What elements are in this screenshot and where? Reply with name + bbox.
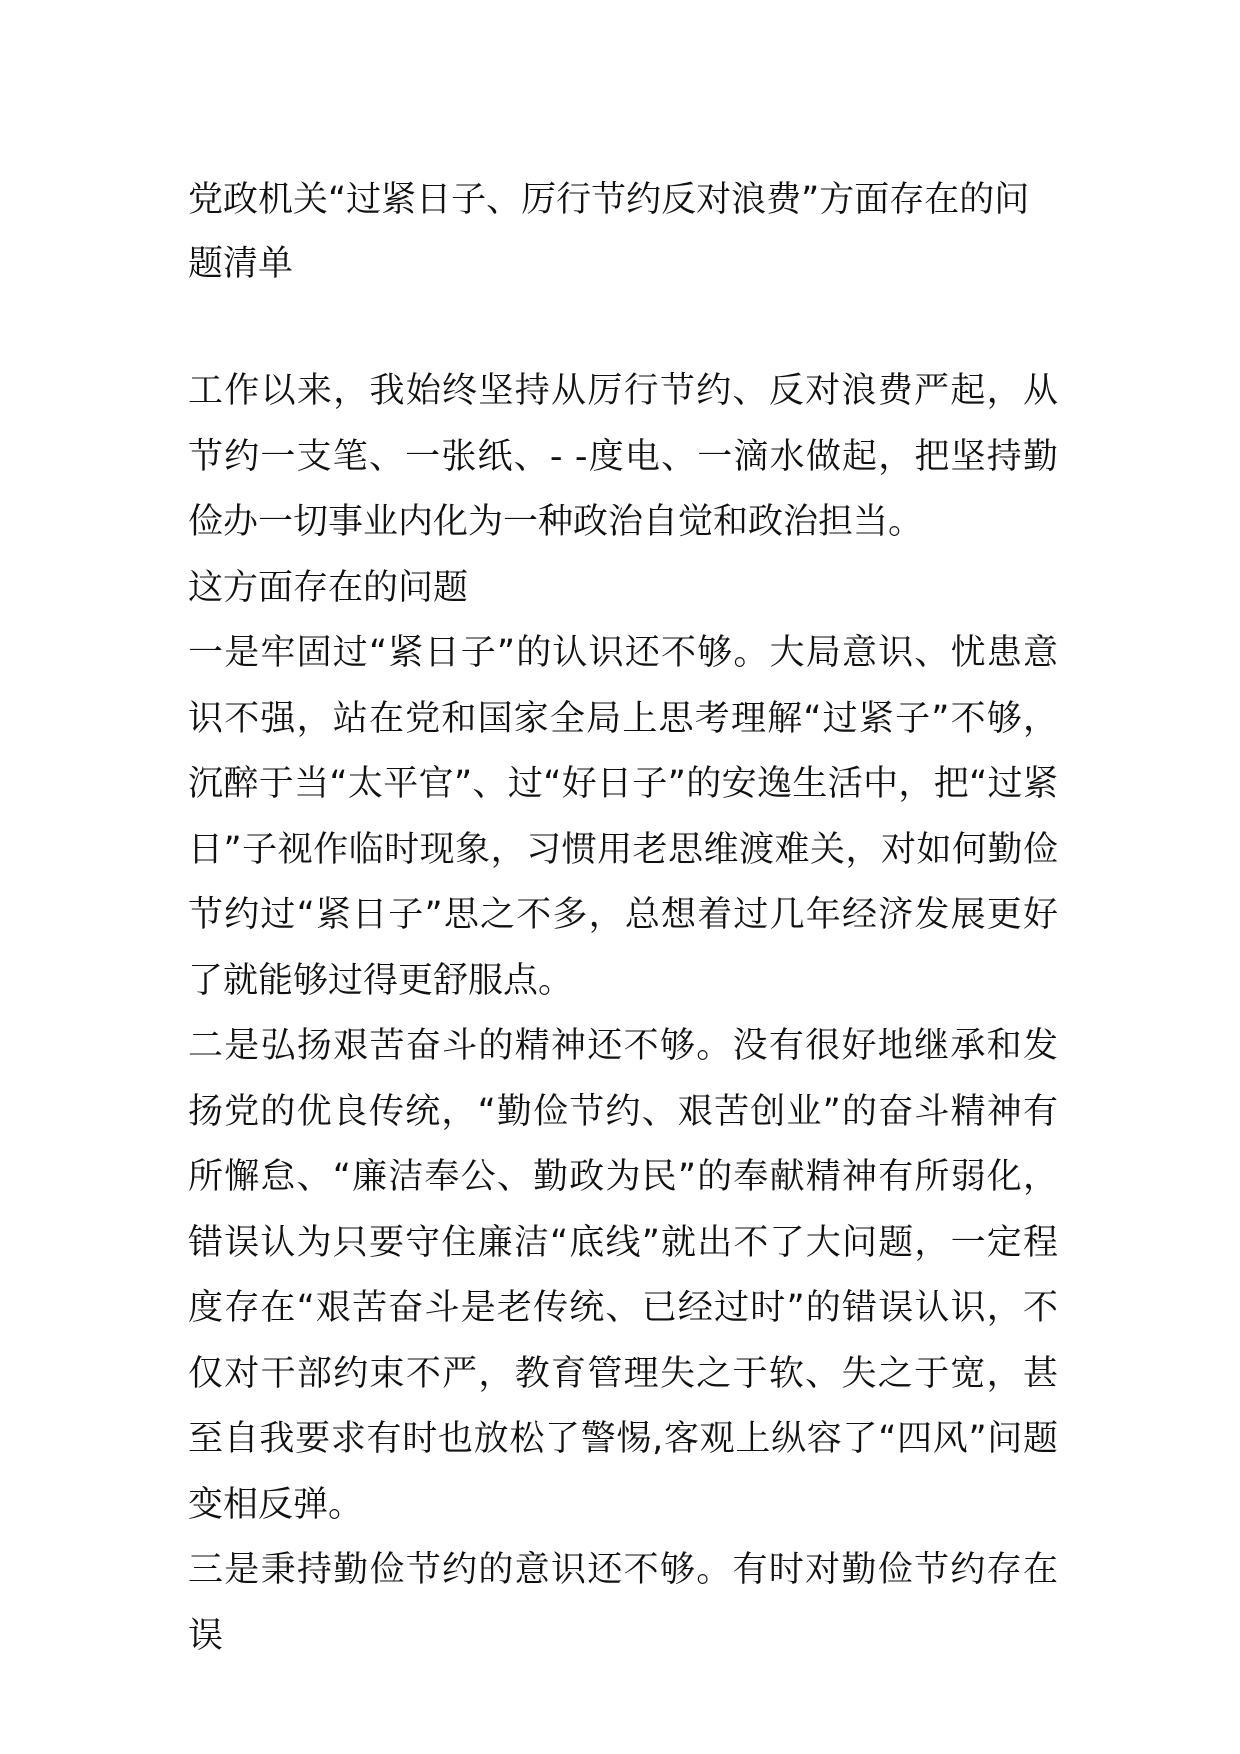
document-page [188, 168, 1058, 1669]
document-title: 党政机关“过紧日子、厉行节约反对浪费”方面存在的问题清单 [188, 180, 1030, 284]
paragraph-section-heading: 这方面存在的问题 [188, 567, 469, 608]
paragraph-point-one: 一是牢固过“紧日子”的认识还不够。大局意识、忧患意识不强，站在党和国家全局上思考理解“过紧子”不够，沉醉于当“太平官”、过“好日子”的安逸生活中，把“过紧日”子视作临时现象，习惯用老思维渡难关，对如何勤俭节约过“紧日子”思之不多，总想着过几年经济发展更好了就能够过得更舒服点。 [188, 633, 1058, 1001]
title-spacer [188, 296, 1058, 359]
paragraph-point-two: 二是弘扬艰苦奋斗的精神还不够。没有很好地继承和发扬党的优良传统，“勤俭节约、艰苦创业”的奋斗精神有所懈怠、“廉洁奉公、勤政为民”的奉献精神有所弱化，错误认为只要守住廉洁“底线”就出不了大问题，一定程度存在“艰苦奋斗是老传统、已经过时”的错误认识，不仅对干部约束不严，教育管理失之于软、失之于宽，甚至自我要求有时也放松了警惕,客观上纵容了“四风”问题变相反弹。 [188, 1026, 1058, 1525]
paragraph-intro: 工作以来，我始终坚持从厉行节约、反对浪费严起，从节约一支笔、一张纸、- -度电、一滴水做起，把坚持勤俭办一切事业内化为一种政治自觉和政治担当。 [188, 371, 1058, 542]
paragraph-point-three: 三是秉持勤俭节约的意识还不够。有时对勤俭节约存在误 [188, 1550, 1058, 1656]
